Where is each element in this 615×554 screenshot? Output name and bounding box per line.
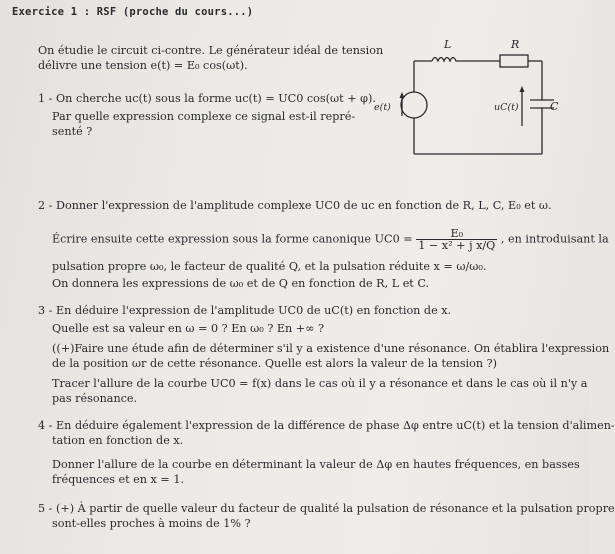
- e-arrow-head: [400, 92, 405, 98]
- q1-line-3: senté ?: [52, 125, 93, 138]
- q2-line-2-end: , en introduisant la: [500, 232, 609, 246]
- q1-line-2: Par quelle expression complexe ce signal est-il repré-: [52, 110, 356, 123]
- fraction-numerator: E₀: [416, 228, 497, 240]
- q3-line-2: Quelle est sa valeur en ω = 0 ? En ω₀ ? En +∞ ?: [52, 322, 325, 335]
- q1-line-1: 1 - On cherche uc(t) sous la forme uc(t) = UC0 cos(ωt + φ).: [38, 92, 376, 105]
- q3-line-1: 3 - En déduire l'expression de l'amplitude UC0 de uC(t) en fonction de x.: [38, 304, 452, 317]
- label-R: R: [511, 38, 520, 51]
- q2-line-2-start: Écrire ensuite cette expression sous la forme canonique UC0 =: [52, 232, 413, 246]
- q3-line-6: pas résonance.: [52, 392, 138, 405]
- label-e: e(t): [374, 102, 391, 113]
- fraction-denominator: 1 − x² + j x/Q: [418, 239, 496, 252]
- canonical-fraction: [416, 228, 497, 251]
- q5-line-1: 5 - (+) À partir de quelle valeur du facteur de qualité la pulsation de résonance et la pulsation propre: [38, 502, 615, 515]
- q4-line-4: fréquences et en x = 1.: [52, 473, 185, 486]
- rlc-circuit-diagram: [374, 36, 560, 162]
- label-L: L: [444, 38, 452, 51]
- resistor-symbol: [500, 55, 528, 67]
- q4-line-1: 4 - En déduire également l'expression de la différence de phase Δφ entre uC(t) et la tension d'alimen-: [38, 419, 615, 432]
- q2-line-2: [52, 228, 609, 251]
- uc-arrow-head: [520, 86, 525, 92]
- q2-line-3: pulsation propre ω₀, le facteur de qualité Q, et la pulsation réduite x = ω/ω₀.: [52, 260, 487, 273]
- inductor-symbol: [432, 58, 458, 62]
- q3-line-4: de la position ωr de cette résonance. Quelle est alors la valeur de la tension ?): [52, 357, 497, 370]
- q2-line-4: On donnera les expressions de ω₀ et de Q en fonction de R, L et C.: [52, 277, 430, 290]
- q4-line-3: Donner l'allure de la courbe en déterminant la valeur de Δφ en hautes fréquences, en basses: [52, 458, 580, 471]
- intro-line-1: On étudie le circuit ci-contre. Le générateur idéal de tension: [38, 44, 384, 57]
- label-uc: uC(t): [494, 102, 519, 113]
- intro-line-2: délivre une tension e(t) = E₀ cos(ωt).: [38, 59, 248, 72]
- q3-line-3: ((+)Faire une étude afin de déterminer s'il y a existence d'une résonance. On établira l'expression: [52, 342, 610, 355]
- q3-line-5: Tracer l'allure de la courbe UC0 = f(x) dans le cas où il y a résonance et dans le cas où il n'y a: [52, 377, 588, 390]
- exercise-title: Exercice 1 : RSF (proche du cours...): [12, 6, 254, 18]
- q5-line-2: sont-elles proches à moins de 1% ?: [52, 517, 251, 530]
- q4-line-2: tation en fonction de x.: [52, 434, 184, 447]
- generator-symbol: [401, 92, 427, 118]
- q2-line-1: 2 - Donner l'expression de l'amplitude complexe UC0 de uc en fonction de R, L, C, E₀ et ω.: [38, 199, 552, 212]
- label-C: C: [550, 100, 559, 113]
